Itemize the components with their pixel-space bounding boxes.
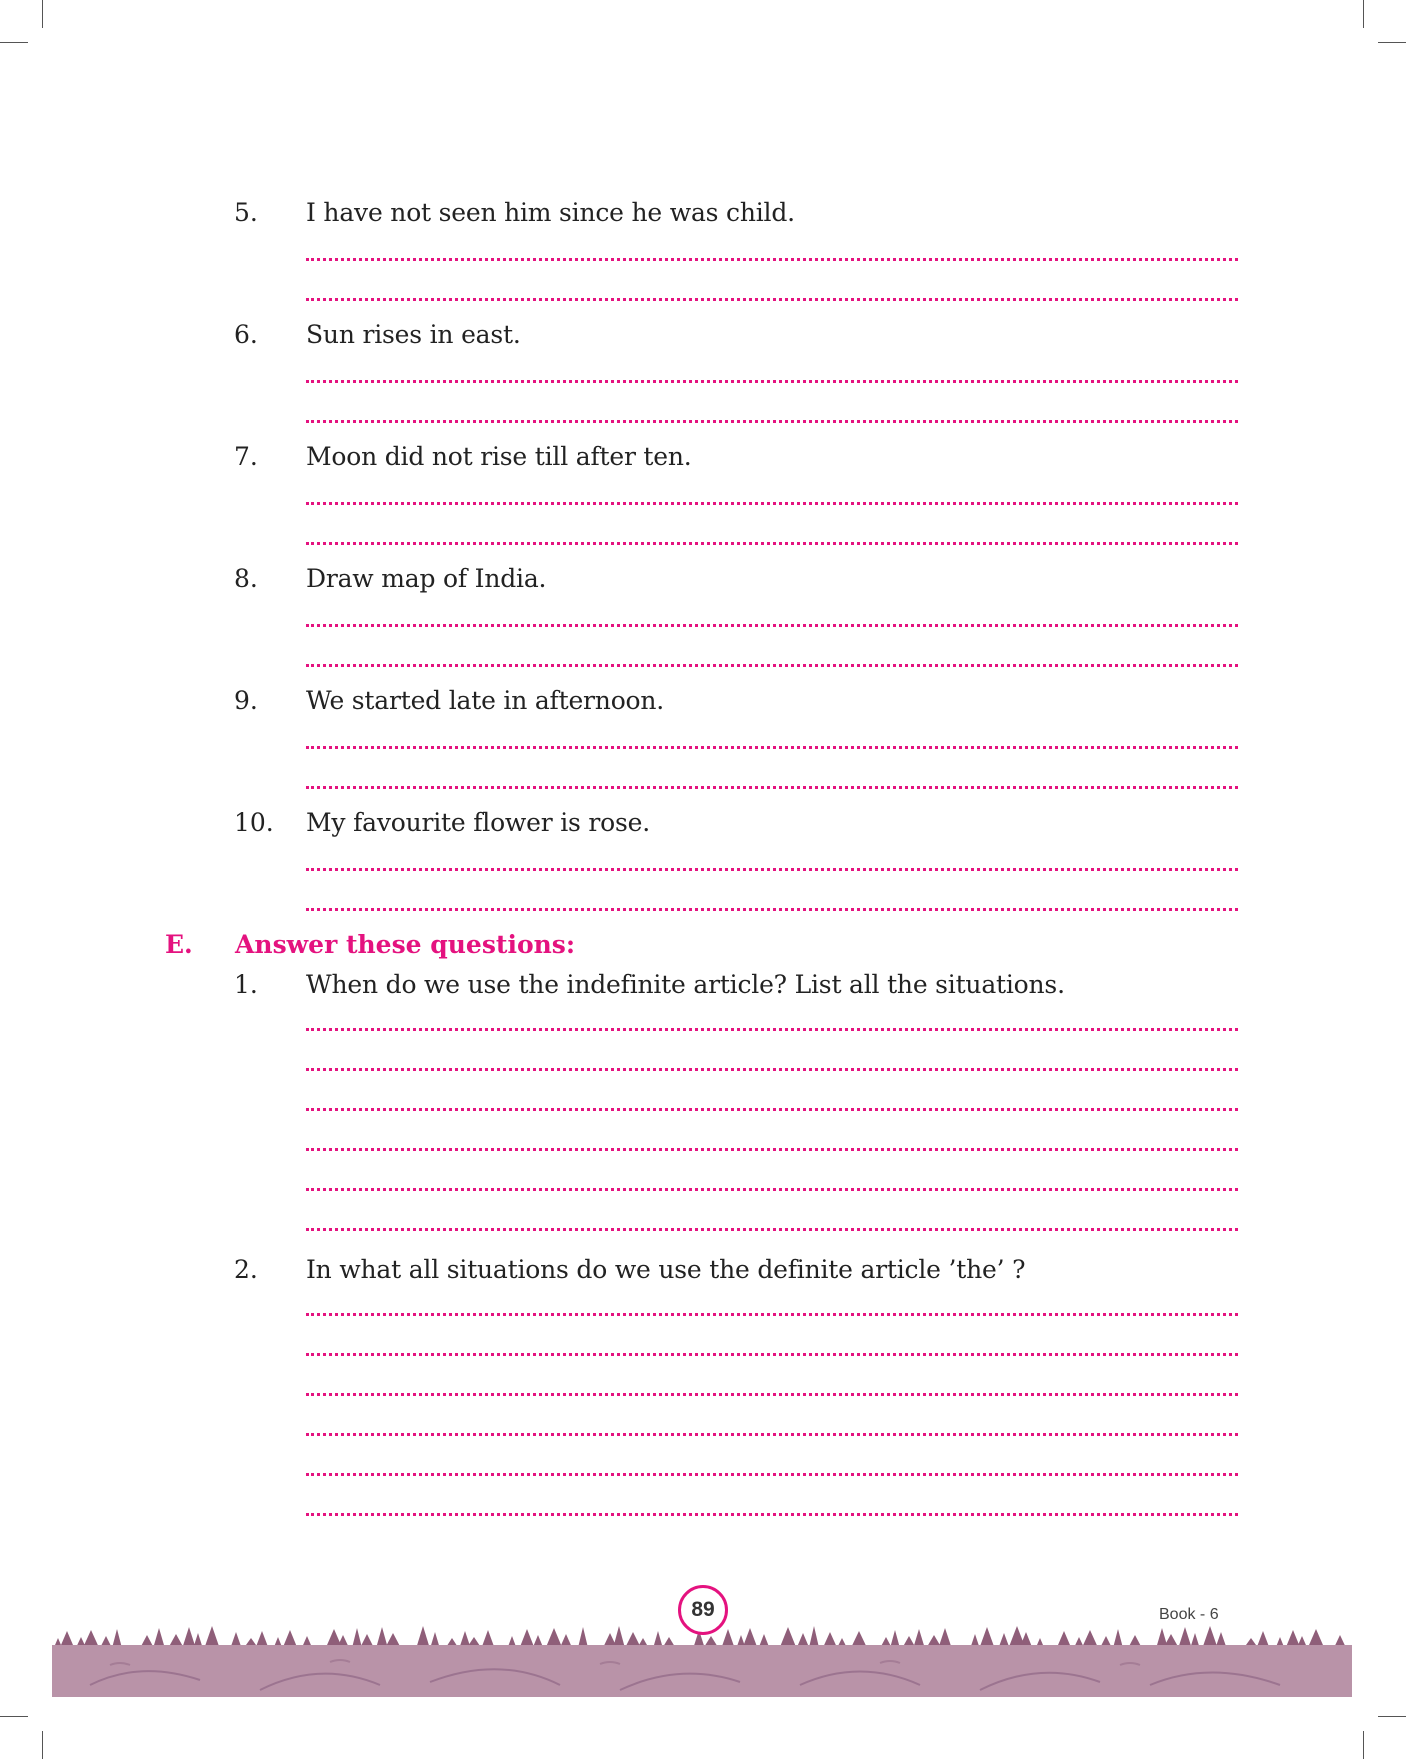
question-number: 7. — [234, 442, 258, 471]
page-number: 89 — [678, 1585, 728, 1635]
answer-line[interactable] — [306, 380, 1238, 383]
answer-line[interactable] — [306, 502, 1238, 505]
crop-mark — [0, 1716, 28, 1717]
answer-line[interactable] — [306, 1473, 1238, 1476]
question-number: 2. — [234, 1255, 258, 1284]
answer-line[interactable] — [306, 1393, 1238, 1396]
crop-mark — [1363, 0, 1364, 28]
question-text: Draw map of India. — [306, 564, 547, 593]
answer-line[interactable] — [306, 746, 1238, 749]
question-text: We started late in afternoon. — [306, 686, 665, 715]
question-number: 8. — [234, 564, 258, 593]
question-number: 10. — [234, 808, 274, 837]
answer-line[interactable] — [306, 1148, 1238, 1151]
answer-line[interactable] — [306, 258, 1238, 261]
answer-line[interactable] — [306, 1353, 1238, 1356]
question-text: Moon did not rise till after ten. — [306, 442, 692, 471]
answer-line[interactable] — [306, 298, 1238, 301]
answer-line[interactable] — [306, 1513, 1238, 1516]
crop-mark — [1378, 42, 1406, 43]
crop-mark — [0, 42, 28, 43]
answer-line[interactable] — [306, 1068, 1238, 1071]
answer-line[interactable] — [306, 1188, 1238, 1191]
section-title: Answer these questions: — [235, 930, 576, 959]
question-text: My favourite flower is rose. — [306, 808, 650, 837]
crop-mark — [1378, 1716, 1406, 1717]
answer-line[interactable] — [306, 1108, 1238, 1111]
book-label: Book - 6 — [1159, 1606, 1219, 1623]
answer-line[interactable] — [306, 908, 1238, 911]
question-number: 5. — [234, 198, 258, 227]
answer-line[interactable] — [306, 1028, 1238, 1031]
question-text: I have not seen him since he was child. — [306, 198, 795, 227]
answer-line[interactable] — [306, 1313, 1238, 1316]
answer-line[interactable] — [306, 420, 1238, 423]
question-text: When do we use the indefinite article? List all the situations. — [306, 970, 1065, 999]
ground-band — [52, 1645, 1352, 1697]
question-text: Sun rises in east. — [306, 320, 521, 349]
answer-line[interactable] — [306, 664, 1238, 667]
answer-line[interactable] — [306, 786, 1238, 789]
answer-line[interactable] — [306, 1228, 1238, 1231]
answer-line[interactable] — [306, 624, 1238, 627]
question-number: 9. — [234, 686, 258, 715]
question-number: 6. — [234, 320, 258, 349]
crop-mark — [1363, 1731, 1364, 1759]
section-letter: E. — [165, 930, 193, 959]
answer-line[interactable] — [306, 868, 1238, 871]
answer-line[interactable] — [306, 542, 1238, 545]
question-number: 1. — [234, 970, 258, 999]
crop-mark — [42, 1731, 43, 1759]
answer-line[interactable] — [306, 1433, 1238, 1436]
question-text: In what all situations do we use the definite article ’the’ ? — [306, 1255, 1026, 1284]
crop-mark — [42, 0, 43, 28]
